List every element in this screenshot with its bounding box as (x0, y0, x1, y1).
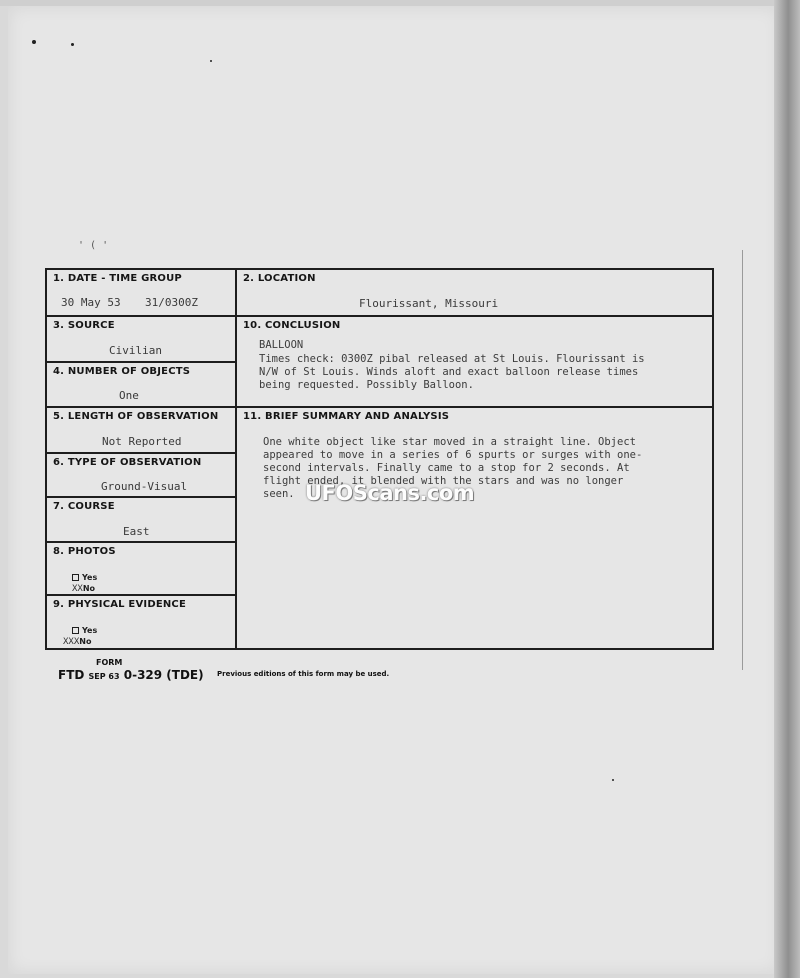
margin-mark: ' ( ' (78, 240, 109, 251)
number-of-objects-cell (47, 363, 235, 408)
type-of-observation-header: 6. TYPE OF OBSERVATION (53, 457, 202, 468)
form-date-code: SEP 63 (88, 672, 120, 681)
course-value: East (123, 525, 150, 538)
ink-speck (210, 60, 212, 62)
photos-no-mark: XX (72, 584, 83, 594)
conclusion-line: N/W of St Louis. Winds aloft and exact balloon release times (259, 366, 639, 378)
course-header: 7. COURSE (53, 501, 115, 512)
previous-editions-note: Previous editions of this form may be used. (217, 670, 390, 678)
source-header: 3. SOURCE (53, 320, 115, 331)
form-number: 0-329 (TDE) (123, 668, 204, 682)
photos-yes-option (72, 573, 97, 582)
conclusion-line: being requested. Possibly Balloon. (259, 379, 474, 391)
location-header: 2. LOCATION (243, 273, 316, 284)
number-of-objects-value: One (119, 389, 139, 402)
type-of-observation-value: Ground-Visual (101, 480, 188, 493)
summary-line: second intervals. Finally came to a stop for 2 seconds. At (263, 462, 630, 474)
brief-summary-cell (237, 408, 712, 650)
photos-no-option (72, 584, 95, 594)
type-of-observation-cell (47, 454, 235, 498)
watermark: UFOScans.com (305, 481, 475, 505)
location-cell (237, 270, 712, 317)
location-value: Flourissant, Missouri (359, 297, 499, 310)
checkbox-empty-icon (72, 574, 79, 581)
physical-evidence-header: 9. PHYSICAL EVIDENCE (53, 599, 186, 610)
conclusion-verdict: BALLOON (259, 339, 304, 351)
physical-evidence-no-label: No (79, 637, 92, 646)
scan-right-edge (774, 0, 800, 978)
project-card-form (45, 268, 714, 650)
date-time-group-cell (47, 270, 235, 317)
photos-no-label: No (82, 584, 96, 593)
course-cell (47, 498, 235, 543)
conclusion-cell (237, 317, 712, 408)
summary-line: appeared to move in a series of 6 spurts or surges with one- (263, 449, 643, 461)
left-column (47, 270, 235, 648)
summary-line: flight ended, it blended with the stars and was no longer (263, 475, 624, 487)
scan-top-edge (0, 0, 800, 6)
scan-shadow-line (742, 250, 743, 670)
summary-line: seen. (263, 488, 295, 500)
physical-evidence-yes-option (72, 626, 97, 635)
date-time-group-header: 1. DATE - TIME GROUP (53, 273, 182, 284)
length-of-observation-header: 5. LENGTH OF OBSERVATION (53, 411, 219, 422)
physical-evidence-cell (47, 596, 235, 650)
length-of-observation-cell (47, 408, 235, 454)
brief-summary-header: 11. BRIEF SUMMARY AND ANALYSIS (243, 411, 450, 422)
source-value: Civilian (109, 344, 162, 357)
summary-line: One white object like star moved in a straight line. Object (263, 436, 636, 448)
date-value: 30 May 53 (61, 296, 121, 309)
physical-evidence-yes-label: Yes (82, 626, 98, 635)
checkbox-empty-icon (72, 627, 79, 634)
ink-speck (71, 43, 74, 46)
photos-cell (47, 543, 235, 596)
physical-evidence-no-mark: XXX (63, 637, 80, 647)
source-cell (47, 317, 235, 363)
form-label: FORM (96, 658, 123, 667)
physical-evidence-no-option (63, 637, 91, 647)
ink-speck (32, 40, 36, 44)
ftd-label: FTD (58, 668, 85, 682)
conclusion-header: 10. CONCLUSION (243, 320, 341, 331)
time-value: 31/0300Z (145, 296, 198, 309)
ink-speck (612, 779, 614, 781)
number-of-objects-header: 4. NUMBER OF OBJECTS (53, 366, 191, 377)
photos-header: 8. PHOTOS (53, 546, 116, 557)
photos-yes-label: Yes (82, 573, 98, 582)
conclusion-line: Times check: 0300Z pibal released at St Louis. Flourissant is (259, 353, 645, 365)
length-of-observation-value: Not Reported (102, 435, 182, 448)
form-id (58, 668, 204, 682)
